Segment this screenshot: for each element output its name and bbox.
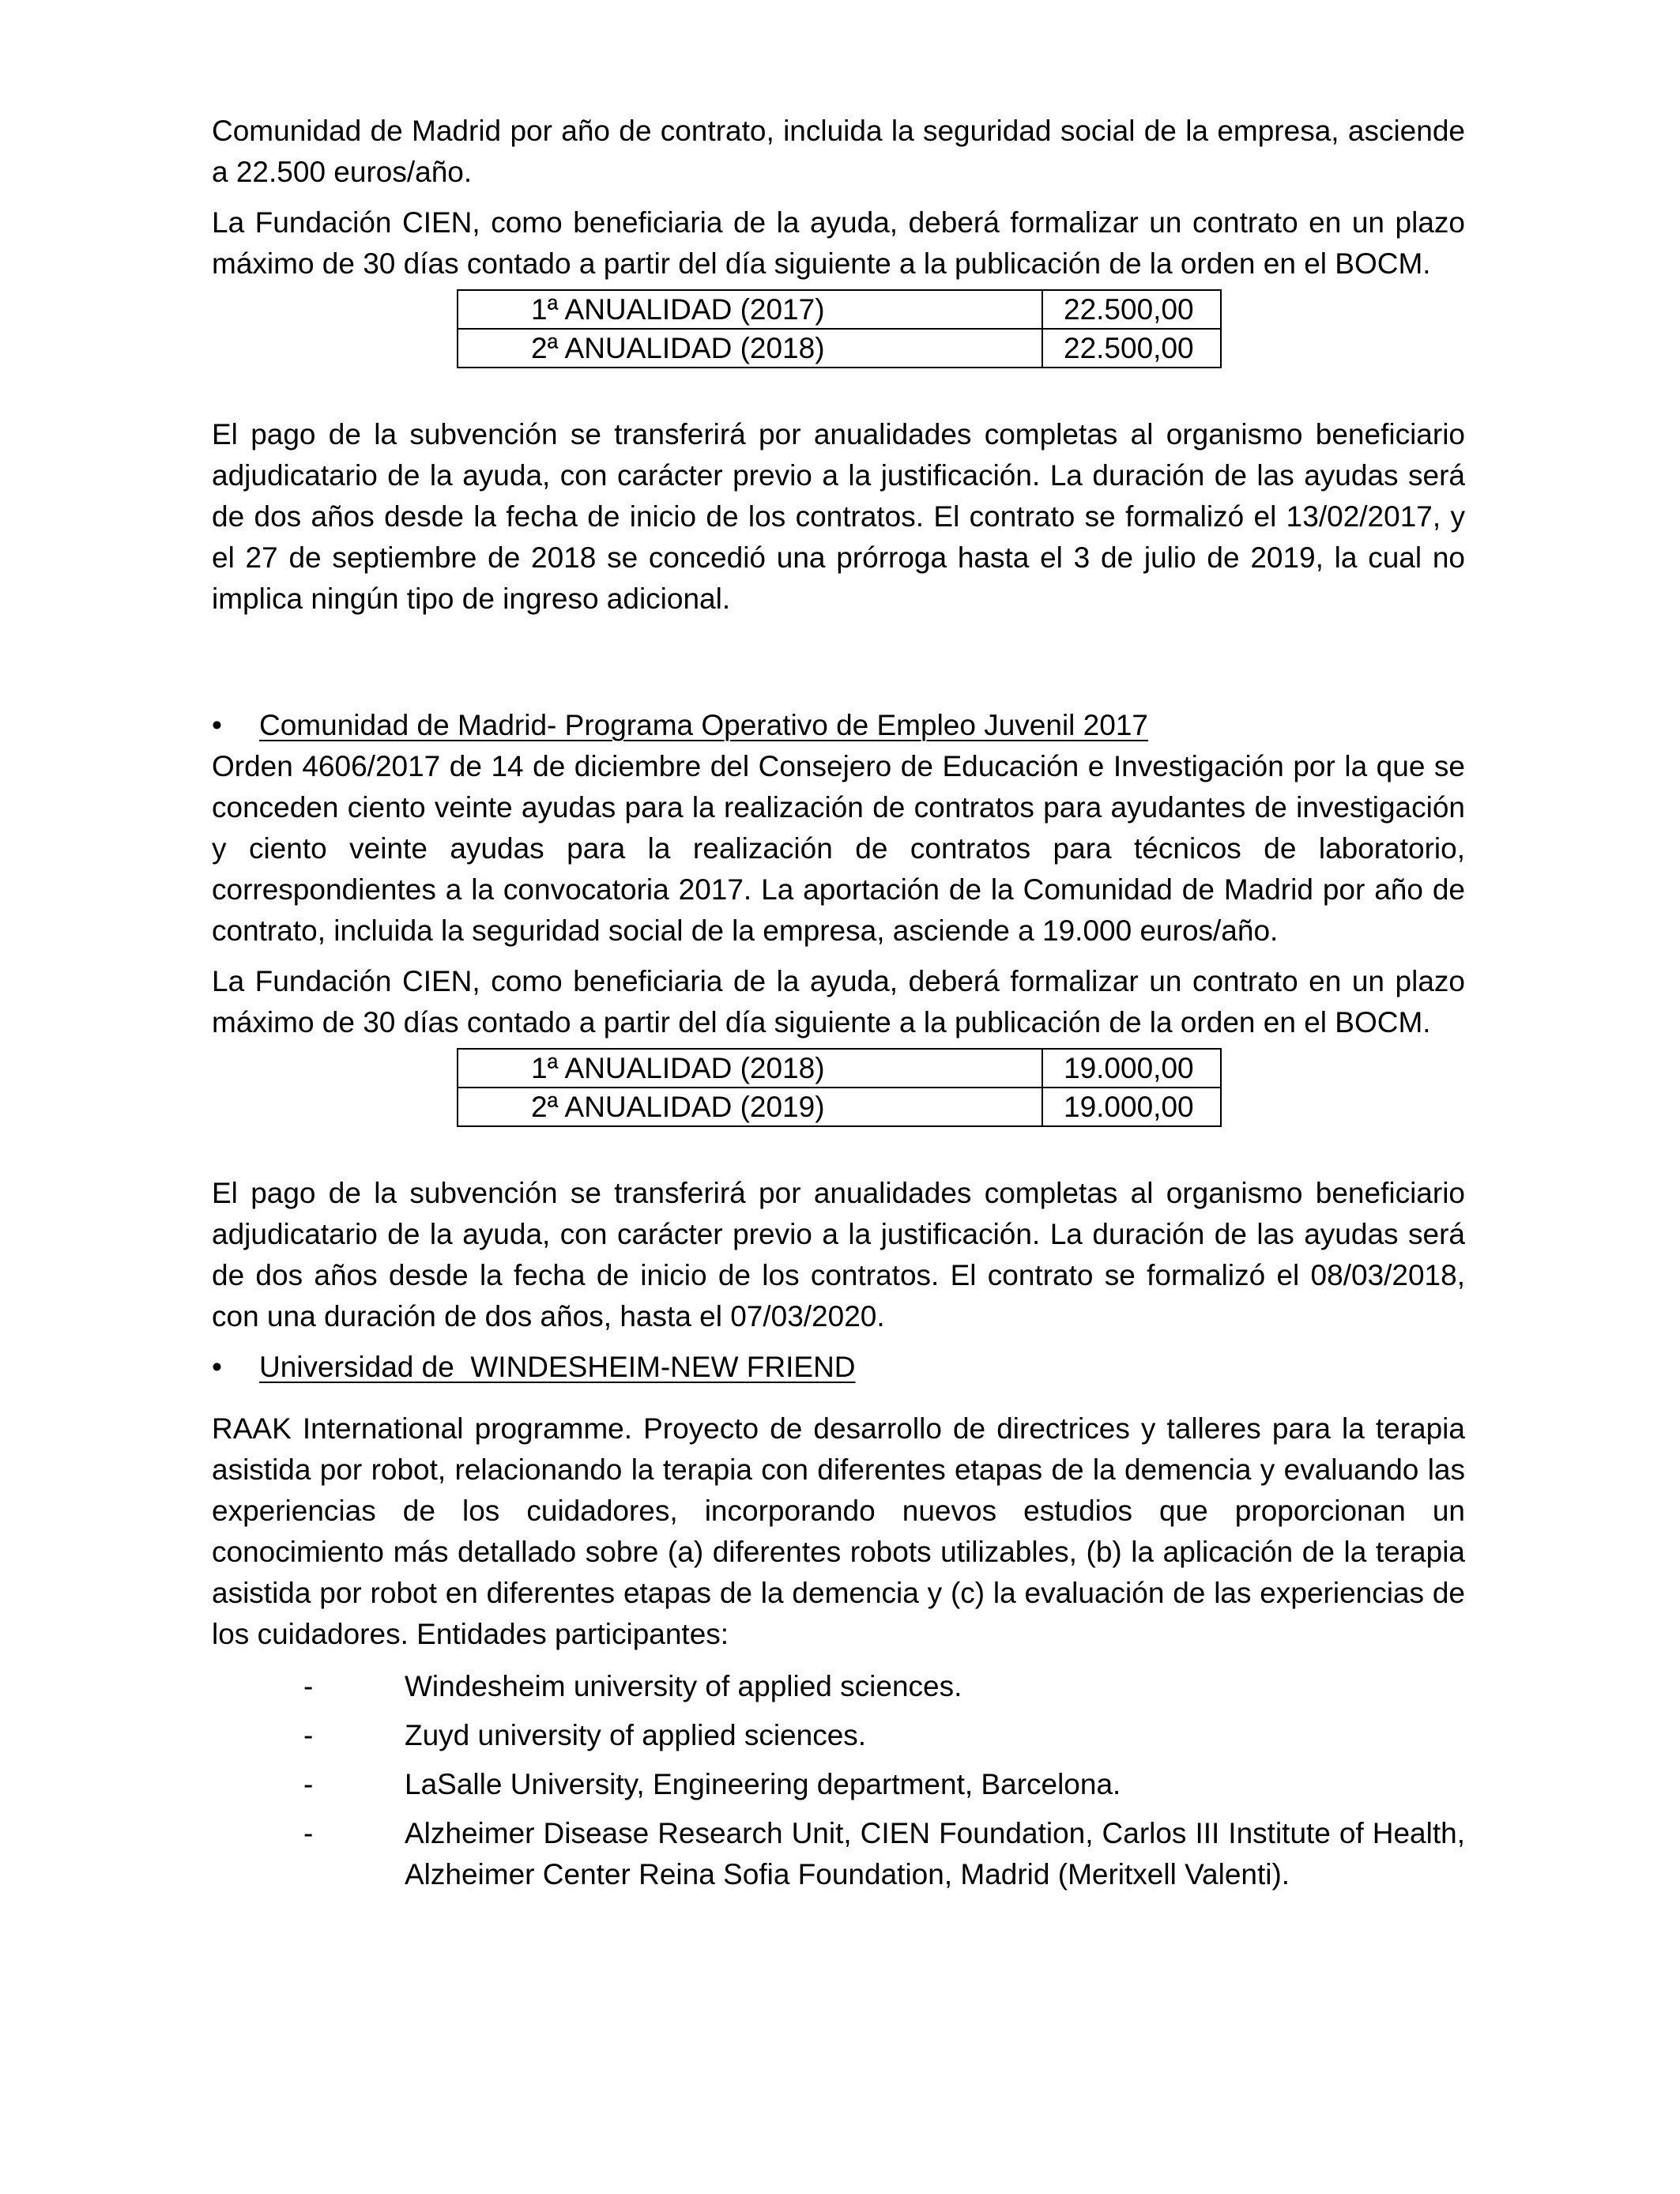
table-row — [458, 1088, 1221, 1126]
document-page — [212, 111, 1465, 1903]
dash-marker: - — [303, 1719, 314, 1751]
list-item — [212, 1715, 1465, 1756]
annuity-amount: 22.500,00 — [1042, 290, 1221, 329]
bullet-icon: • — [212, 709, 222, 741]
paragraph-formalize-contract: La Fundación CIEN, como beneficiaria de la ayuda, deberá formalizar un contrato en un plazo máximo de 30 días contado a partir del día siguiente a la publicación de la orden en el BOCM. — [212, 206, 1465, 280]
paragraph-payment-terms-2: El pago de la subvención se transferirá por anualidades completas al organismo beneficiario adjudicatario de la ayuda, con carácter previo a la justificación. La duración de las ayudas será de dos años desde la fecha de inicio de los contratos. El contrato se formalizó el 08/03/2018, con una duración de dos años, hasta el 07/03/2020. — [212, 1177, 1465, 1333]
dash-marker: - — [303, 1768, 314, 1800]
annuity-amount: 22.500,00 — [1042, 329, 1221, 368]
participant-name: Zuyd university of applied sciences. — [405, 1719, 867, 1751]
section-heading-text: Universidad de WINDESHEIM-NEW FRIEND — [259, 1351, 856, 1383]
table-row — [458, 1049, 1221, 1088]
bullet-icon: • — [212, 1351, 222, 1383]
table-row — [458, 329, 1221, 368]
dash-marker: - — [303, 1817, 314, 1849]
annuity-table-2018 — [457, 1048, 1222, 1127]
paragraph-orden-4606: Orden 4606/2017 de 14 de diciembre del Consejero de Educación e Investigación por la que se conceden ciento veinte ayudas para la realización de contratos para ayudantes de investigación y ciento veinte ayudas para la realización de contratos para técnicos de laboratorio, correspondientes a la convocatoria 2017. La aportación de la Comunidad de Madrid por año de contrato, incluida la seguridad social de la empresa, asciende a 19.000 euros/año. — [212, 750, 1465, 947]
participant-name: Windesheim university of applied sciences. — [405, 1670, 962, 1702]
participants-list — [212, 1666, 1465, 1895]
list-item — [212, 1764, 1465, 1805]
annuity-table-2017 — [457, 289, 1222, 368]
annuity-amount: 19.000,00 — [1042, 1088, 1221, 1126]
table-row — [458, 290, 1221, 329]
list-item — [212, 1666, 1465, 1707]
participant-name: Alzheimer Disease Research Unit, CIEN Foundation, Carlos III Institute of Health, Alzheimer Center Reina Sofia Foundation, Madrid (Meritxell Valenti). — [405, 1817, 1465, 1891]
paragraph-raak-programme: RAAK International programme. Proyecto de desarrollo de directrices y talleres para la terapia asistida por robot, relacionando la terapia con diferentes etapas de la demencia y evaluando las experiencias de los cuidadores, incorporando nuevos estudios que proporcionan un conocimiento más detallado sobre (a) diferentes robots utilizables, (b) la aplicación de la terapia asistida por robot en diferentes etapas de la demencia y (c) la evaluación de las experiencias de los cuidadores. Entidades participantes: — [212, 1412, 1465, 1650]
paragraph-formalize-contract-2: La Fundación CIEN, como beneficiaria de la ayuda, deberá formalizar un contrato en un plazo máximo de 30 días contado a partir del día siguiente a la publicación de la orden en el BOCM. — [212, 965, 1465, 1039]
participant-name: LaSalle University, Engineering department, Barcelona. — [405, 1768, 1121, 1800]
paragraph-payment-terms: El pago de la subvención se transferirá por anualidades completas al organismo beneficiario adjudicatario de la ayuda, con carácter previo a la justificación. La duración de las ayudas será de dos años desde la fecha de inicio de los contratos. El contrato se formalizó el 13/02/2017, y el 27 de septiembre de 2018 se concedió una prórroga hasta el 3 de julio de 2019, la cual no implica ningún tipo de ingreso adicional. — [212, 418, 1465, 615]
section-heading-windesheim — [212, 1347, 1465, 1388]
annuity-label: 2ª ANUALIDAD (2019) — [458, 1088, 1042, 1126]
section-heading-empleo-juvenil — [212, 705, 1465, 746]
annuity-label: 1ª ANUALIDAD (2018) — [458, 1049, 1042, 1088]
annuity-label: 2ª ANUALIDAD (2018) — [458, 329, 1042, 368]
dash-marker: - — [303, 1670, 314, 1702]
list-item — [212, 1813, 1465, 1895]
annuity-amount: 19.000,00 — [1042, 1049, 1221, 1088]
paragraph-contract-amount: Comunidad de Madrid por año de contrato, incluida la seguridad social de la empresa, asciende a 22.500 euros/año. — [212, 115, 1465, 188]
annuity-label: 1ª ANUALIDAD (2017) — [458, 290, 1042, 329]
section-heading-text: Comunidad de Madrid- Programa Operativo de Empleo Juvenil 2017 — [259, 709, 1148, 741]
